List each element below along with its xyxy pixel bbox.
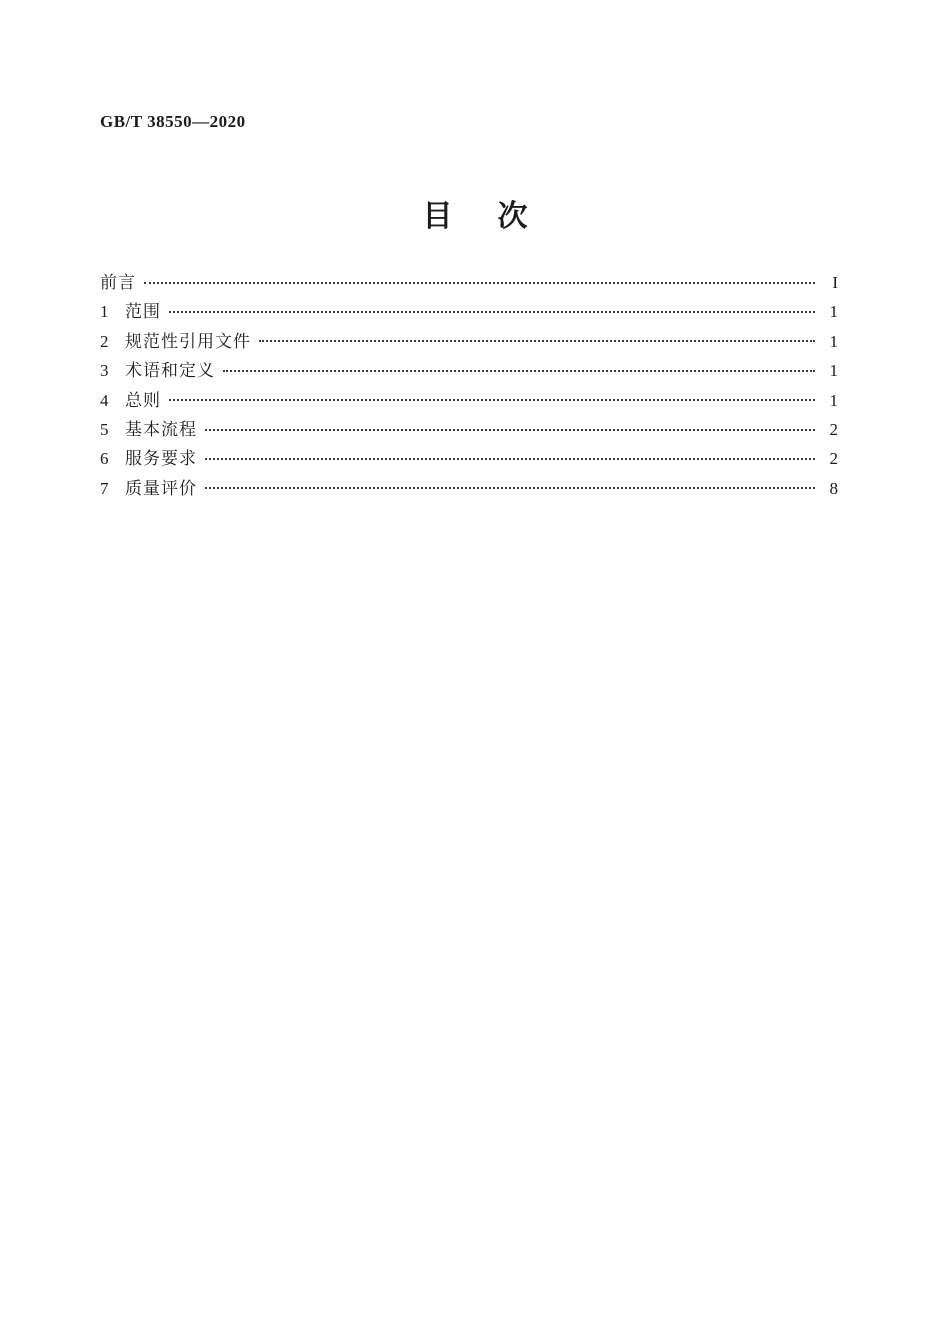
toc-entry-number: 7 [100,478,109,498]
toc-entry [100,356,838,385]
dot-leader [259,340,815,342]
toc-entry [100,297,838,326]
toc-entry-label: 基本流程 [125,419,197,439]
toc-entry [100,327,838,356]
toc-entry-page: 8 [829,478,838,498]
toc-entry [100,386,838,415]
toc-entry-label: 术语和定义 [125,361,215,381]
toc-entry-number: 5 [100,419,109,439]
dot-leader [169,311,815,313]
dot-leader [144,282,815,284]
toc-entry-page: 1 [829,302,838,322]
toc-entry-page: 1 [829,361,838,381]
toc-entry-page: 1 [829,331,838,351]
toc-entry-number: 6 [100,449,109,469]
toc-entry [100,444,838,473]
toc-title: 目次 [422,200,573,233]
toc-entry-label: 服务要求 [125,449,197,469]
toc-entry-number: 4 [100,390,109,410]
toc-entry-page: 1 [829,390,838,410]
toc-entry-number: 2 [100,331,109,351]
toc-entry-number: 3 [100,361,109,381]
dot-leader [205,458,815,460]
dot-leader [205,429,815,431]
toc-entry-label: 质量评价 [125,478,197,498]
dot-leader [169,399,815,401]
toc-entry [100,268,838,297]
standard-number: GB/T 38550—2020 [100,112,246,131]
toc-entry-label: 前言 [100,273,136,292]
toc-list [100,268,838,503]
dot-leader [223,370,815,372]
toc-entry-page: I [832,273,838,292]
toc-entry-page: 2 [829,419,838,439]
toc-entry [100,474,838,503]
toc-entry-number: 1 [100,302,109,322]
toc-entry [100,415,838,444]
dot-leader [205,487,815,489]
toc-entry-page: 2 [829,449,838,469]
toc-entry-label: 总则 [125,390,161,410]
toc-entry-label: 范围 [125,302,161,322]
toc-entry-label: 规范性引用文件 [125,331,251,351]
